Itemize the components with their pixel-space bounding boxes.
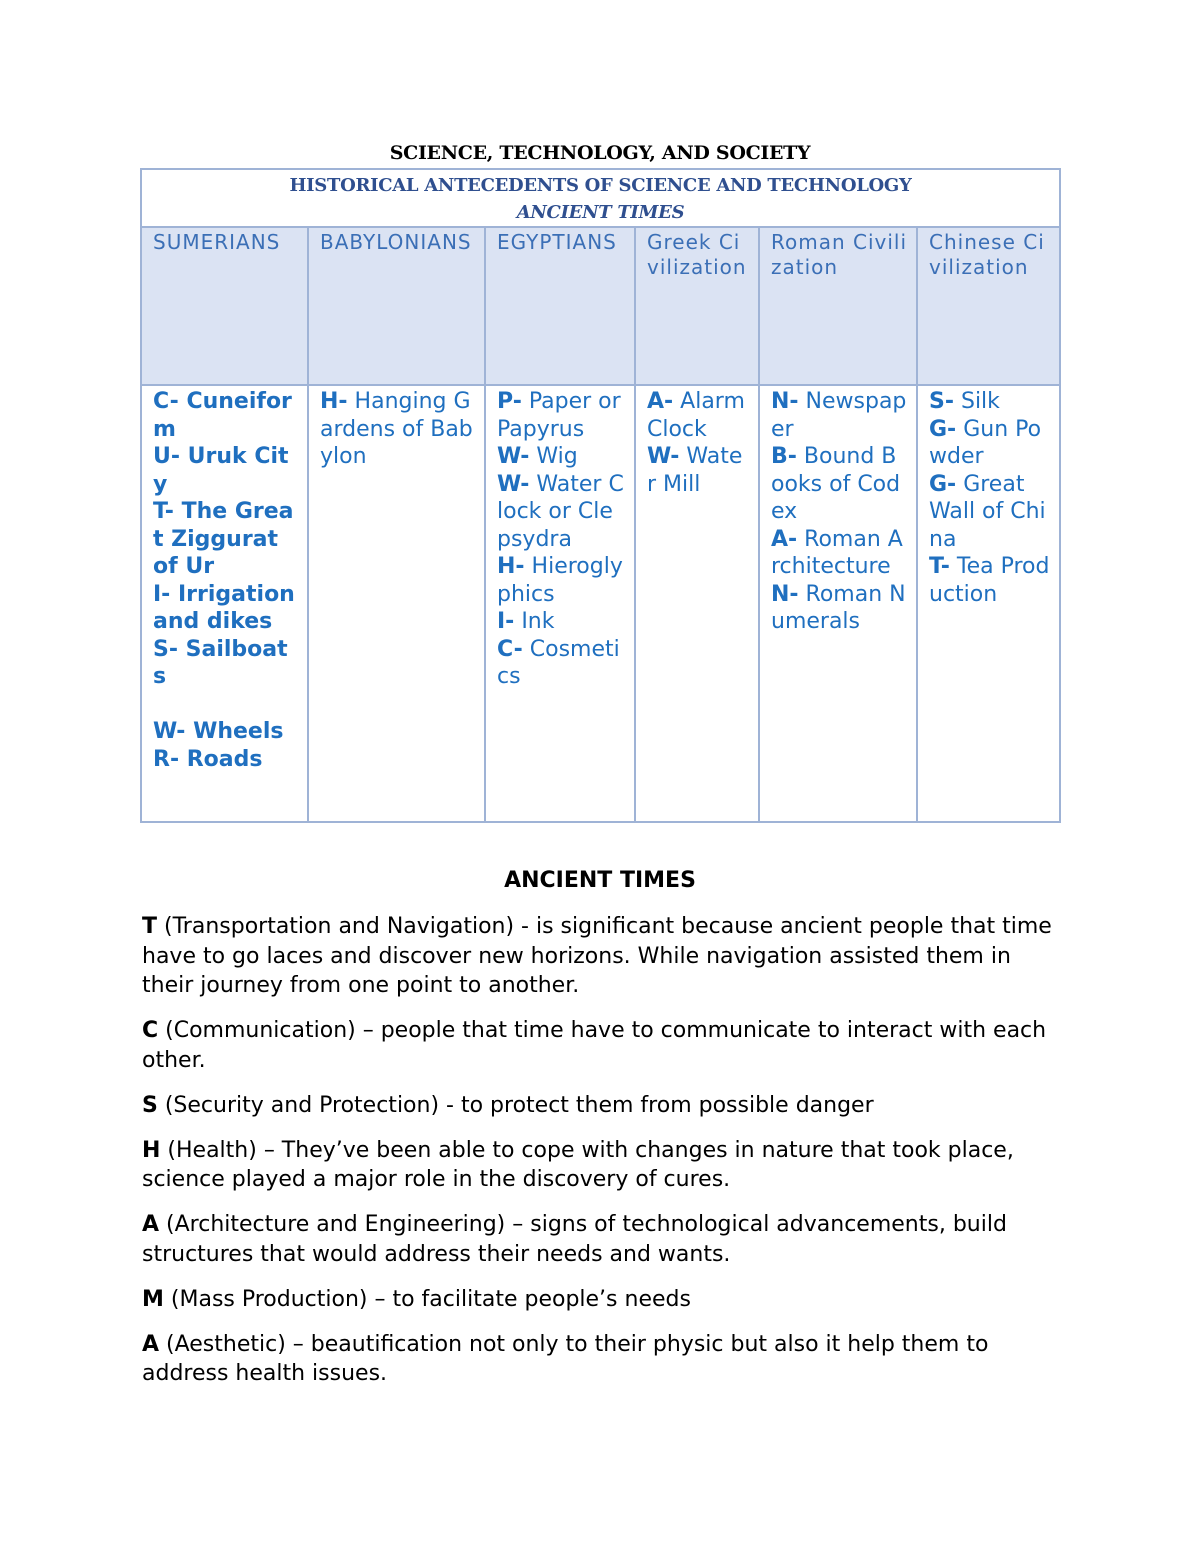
table-entry: C- Cosmetics <box>497 636 620 689</box>
table-entry: W- Water Mill <box>647 444 743 497</box>
paragraph: S (Security and Protection) - to protect them from possible danger <box>142 1092 874 1118</box>
table-entry: G- Great Wall of China <box>929 471 1046 552</box>
sumerians-cell <box>141 385 308 822</box>
table-entry: I- Ink <box>497 609 555 634</box>
table-entry: B- Bound Books of Codex <box>771 444 901 524</box>
table-entry: W- Wheels <box>153 719 284 744</box>
table-entry: H- Hanging Gardens of Babylon <box>320 389 473 469</box>
table-entry: S- Sailboats <box>153 636 288 689</box>
paragraph: H (Health) – They’ve been able to cope with changes in nature that took place, science played a major role in the discovery of cures. <box>142 1137 1014 1192</box>
paragraph: M (Mass Production) – to facilitate people’s needs <box>142 1286 691 1312</box>
table-entry: S- Silk <box>929 389 1000 414</box>
table-entry: I- Irrigation and dikes <box>153 581 295 634</box>
table-entry: H- Hieroglyphics <box>497 554 623 607</box>
chinese-cell <box>917 385 1060 822</box>
greek-cell <box>635 385 759 822</box>
table-entry: C- Cuneiform <box>153 389 292 442</box>
table-heading: HISTORICAL ANTECEDENTS OF SCIENCE AND TECHNOLOGY <box>289 175 912 196</box>
table-heading-cell <box>141 169 1060 227</box>
table-entry: T- Tea Production <box>929 554 1050 607</box>
antecedents-table <box>140 168 1061 823</box>
column-header-babylonians: BABYLONIANS <box>308 227 485 385</box>
column-header-chinese: Chinese Civilization <box>917 227 1060 385</box>
babylonians-cell <box>308 385 485 822</box>
section-title: ANCIENT TIMES <box>504 868 696 893</box>
column-header-sumerians: SUMERIANS <box>141 227 308 385</box>
paragraph: A (Architecture and Engineering) – signs of technological advancements, build structures that would address their needs and wants. <box>142 1212 1007 1267</box>
table-entry: P- Paper or Papyrus <box>497 389 621 442</box>
table-entry: N- Newspaper <box>771 389 907 442</box>
table-entry: A- Alarm Clock <box>647 389 745 442</box>
table-entry: A- Roman Architecture <box>771 526 903 579</box>
paragraph: T (Transportation and Navigation) - is significant because ancient people that time have to go laces and discover new horizons. While navigation assisted them in their journey from one point to another. <box>142 914 1052 998</box>
column-header-roman: Roman Civilization <box>759 227 917 385</box>
paragraph: C (Communication) – people that time have to communicate to interact with each other. <box>142 1018 1047 1073</box>
egyptians-cell <box>485 385 635 822</box>
document-title: SCIENCE, TECHNOLOGY, AND SOCIETY <box>389 142 811 164</box>
table-subheading: ANCIENT TIMES <box>516 202 685 223</box>
table-entry: G- Gun Powder <box>929 416 1042 469</box>
column-header-egyptians: EGYPTIANS <box>485 227 635 385</box>
paragraph: A (Aesthetic) – beautification not only to their physic but also it help them to address health issues. <box>142 1331 989 1386</box>
roman-cell <box>759 385 917 822</box>
blank-line <box>153 691 299 719</box>
table-entry: W- Wig <box>497 444 578 469</box>
paragraph-list <box>142 912 1062 1404</box>
column-header-greek: Greek Civilization <box>635 227 759 385</box>
table-entry: W- Water Clock or Clepsydra <box>497 471 624 552</box>
table-entry: R- Roads <box>153 746 263 772</box>
table-entry: N- Roman Numerals <box>771 581 906 634</box>
table-entry: U- Uruk City <box>153 444 289 497</box>
table-entry: T- The Great Ziggurat of Ur <box>153 499 294 579</box>
